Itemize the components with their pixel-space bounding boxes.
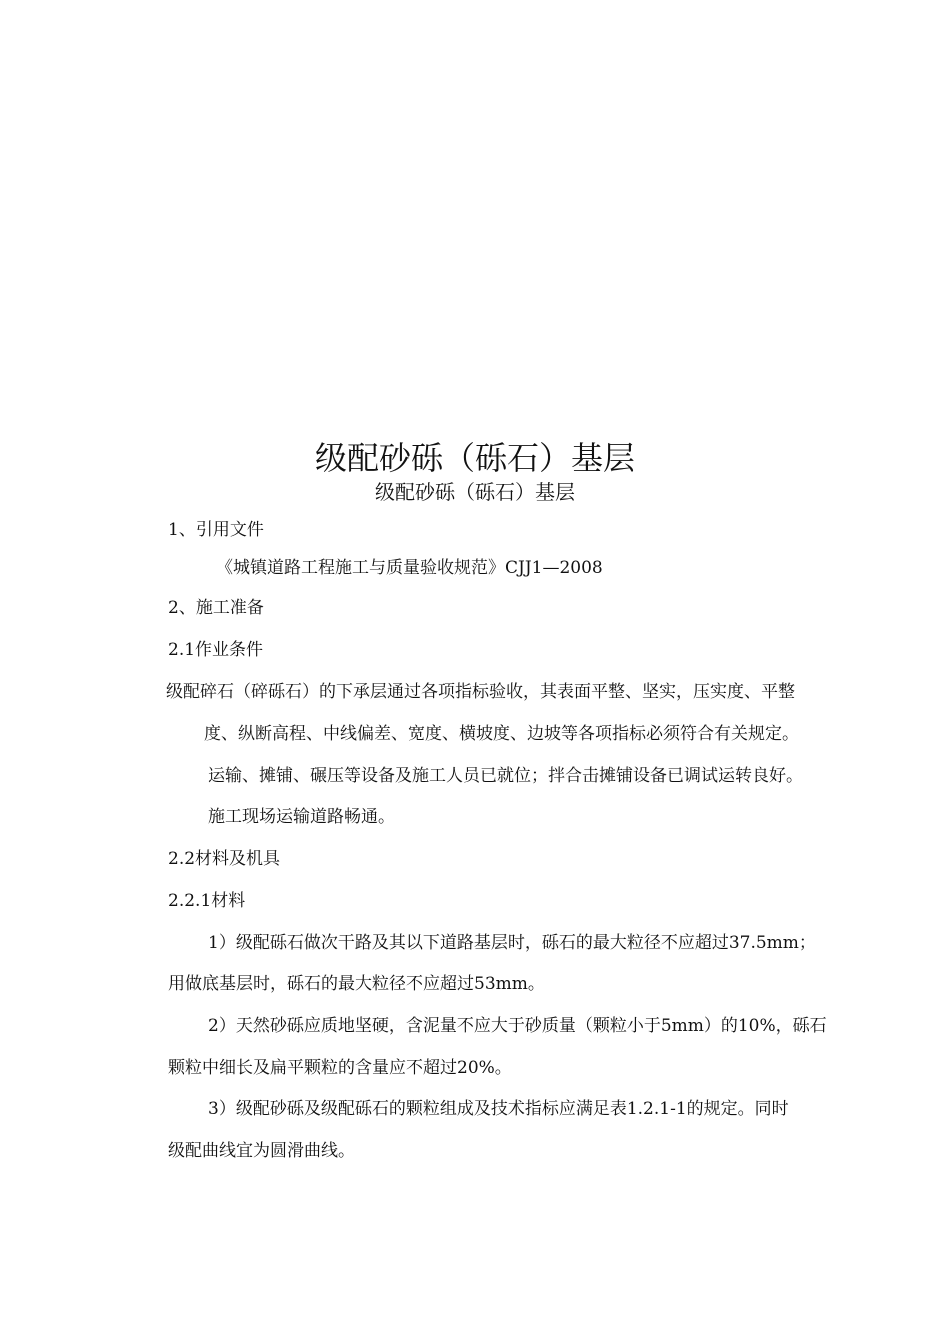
material-item-2-line-2: 颗粒中细长及扁平颗粒的含量应不超过20%。 <box>168 1058 512 1078</box>
section-2-1-heading: 2.1作业条件 <box>168 640 264 660</box>
section-2-1-paragraph-3: 施工现场运输道路畅通。 <box>208 807 395 827</box>
section-2-1-paragraph-2: 运输、摊铺、碾压等设备及施工人员已就位；拌合击摊铺设备已调试运转良好。 <box>208 766 803 786</box>
section-2-1-paragraph-1-line-2: 度、纵断高程、中线偏差、宽度、横坡度、边坡等各项指标必须符合有关规定。 <box>204 724 799 744</box>
section-2-heading: 2、施工准备 <box>168 598 264 618</box>
material-item-1-line-2: 用做底基层时，砾石的最大粒径不应超过53mm。 <box>168 974 545 994</box>
section-1-heading: 1、引用文件 <box>168 520 264 540</box>
material-item-1-line-1: 1）级配砾石做次干路及其以下道路基层时，砾石的最大粒径不应超过37.5mm； <box>208 933 816 953</box>
section-2-2-heading: 2.2材料及机具 <box>168 849 281 869</box>
material-item-2-line-1: 2）天然砂砾应质地坚硬，含泥量不应大于砂质量（颗粒小于5mm）的10%，砾石 <box>208 1016 827 1036</box>
document-title: 级配砂砾（砾石）基层 <box>314 439 635 477</box>
section-2-1-paragraph-1-line-1: 级配碎石（碎砾石）的下承层通过各项指标验收，其表面平整、坚实，压实度、平整 <box>166 682 795 702</box>
material-item-3-line-1: 3）级配砂砾及级配砾石的颗粒组成及技术指标应满足表1.2.1-1的规定。同时 <box>208 1099 789 1119</box>
section-2-2-1-heading: 2.2.1材料 <box>168 891 246 911</box>
section-1-reference: 《城镇道路工程施工与质量验收规范》CJJ1—2008 <box>216 558 603 578</box>
document-subtitle: 级配砂砾（砾石）基层 <box>375 480 575 504</box>
material-item-3-line-2: 级配曲线宜为圆滑曲线。 <box>168 1141 355 1161</box>
